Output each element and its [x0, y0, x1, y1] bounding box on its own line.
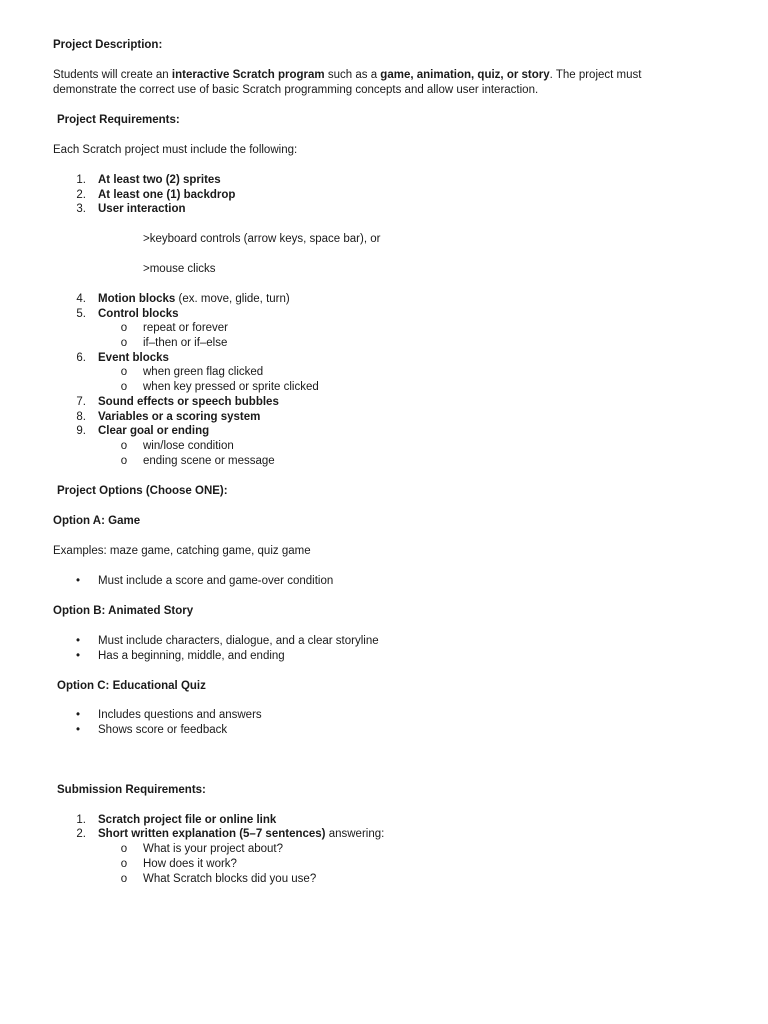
item-label: Clear goal or ending — [98, 425, 210, 437]
bullet-text: Shows score or feedback — [98, 724, 228, 736]
item-number: 1. — [76, 814, 86, 826]
item-number: 8. — [76, 411, 86, 423]
item-label: At least two (2) sprites — [98, 174, 221, 186]
options-heading: Project Options (Choose ONE): — [57, 485, 228, 497]
sub-item-text: if–then or if–else — [143, 337, 228, 349]
item-label: Event blocks — [98, 352, 169, 364]
requirements-intro: Each Scratch project must include the following: — [53, 144, 298, 156]
circle-bullet-icon: o — [120, 440, 128, 452]
sub-item-text: when green flag clicked — [143, 366, 264, 378]
item-label: Short written explanation (5–7 sentences) — [98, 828, 326, 840]
sub-item-text: ending scene or message — [143, 455, 275, 467]
item-label: User interaction — [98, 203, 186, 215]
bullet-text: Must include a score and game-over condition — [98, 575, 334, 587]
item-number: 4. — [76, 293, 86, 305]
item-detail: answering: — [325, 828, 385, 840]
item-label: Scratch project file or online link — [98, 814, 277, 826]
bullet-icon: • — [75, 709, 81, 721]
item-label-wrap — [98, 292, 290, 307]
interaction-mouse: >mouse clicks — [143, 263, 216, 275]
requirements-heading: Project Requirements: — [57, 114, 180, 126]
option-c-title: Option C: Educational Quiz — [57, 680, 206, 692]
bullet-icon: • — [75, 724, 81, 736]
description-text-b: interactive Scratch program — [171, 69, 325, 81]
description-text-c: such as a — [324, 69, 381, 81]
bullet-icon: • — [75, 650, 81, 662]
sub-item-text: What is your project about? — [143, 843, 283, 855]
circle-bullet-icon: o — [120, 366, 128, 378]
option-a-title: Option A: Game — [53, 515, 141, 527]
sub-item-text: repeat or forever — [143, 322, 229, 334]
item-number: 2. — [76, 828, 86, 840]
item-number: 2. — [76, 189, 86, 201]
item-number: 3. — [76, 203, 86, 215]
item-number: 7. — [76, 396, 86, 408]
item-number: 6. — [76, 352, 86, 364]
description-text-e: . The project must — [549, 69, 642, 81]
item-label-wrap — [98, 827, 384, 842]
option-b-title: Option B: Animated Story — [53, 605, 194, 617]
item-number: 9. — [76, 425, 86, 437]
circle-bullet-icon: o — [120, 858, 128, 870]
sub-item-text: win/lose condition — [143, 440, 234, 452]
item-label: Control blocks — [98, 308, 179, 320]
interaction-keyboard: >keyboard controls (arrow keys, space bar), or — [143, 233, 381, 245]
sub-item-text: What Scratch blocks did you use? — [143, 873, 317, 885]
circle-bullet-icon: o — [120, 381, 128, 393]
description-heading: Project Description: — [53, 39, 163, 51]
item-label: Motion blocks — [98, 293, 176, 305]
bullet-text: Must include characters, dialogue, and a clear storyline — [98, 635, 379, 647]
bullet-text: Includes questions and answers — [98, 709, 262, 721]
submission-heading: Submission Requirements: — [57, 784, 206, 796]
description-paragraph-line1 — [53, 68, 641, 83]
circle-bullet-icon: o — [120, 322, 128, 334]
sub-item-text: when key pressed or sprite clicked — [143, 381, 319, 393]
description-paragraph-line2: demonstrate the correct use of basic Scratch programming concepts and allow user interaction. — [53, 84, 539, 96]
circle-bullet-icon: o — [120, 873, 128, 885]
item-detail: (ex. move, glide, turn) — [175, 293, 290, 305]
item-label: Sound effects or speech bubbles — [98, 396, 279, 408]
description-text-d: game, animation, quiz, or story — [380, 69, 550, 81]
circle-bullet-icon: o — [120, 337, 128, 349]
circle-bullet-icon: o — [120, 843, 128, 855]
circle-bullet-icon: o — [120, 455, 128, 467]
item-number: 5. — [76, 308, 86, 320]
bullet-icon: • — [75, 575, 81, 587]
item-label: At least one (1) backdrop — [98, 189, 236, 201]
sub-item-text: How does it work? — [143, 858, 237, 870]
item-number: 1. — [76, 174, 86, 186]
bullet-text: Has a beginning, middle, and ending — [98, 650, 285, 662]
option-a-examples: Examples: maze game, catching game, quiz game — [53, 545, 311, 557]
item-label: Variables or a scoring system — [98, 411, 261, 423]
description-text-a: Students will create an — [53, 69, 172, 81]
bullet-icon: • — [75, 635, 81, 647]
